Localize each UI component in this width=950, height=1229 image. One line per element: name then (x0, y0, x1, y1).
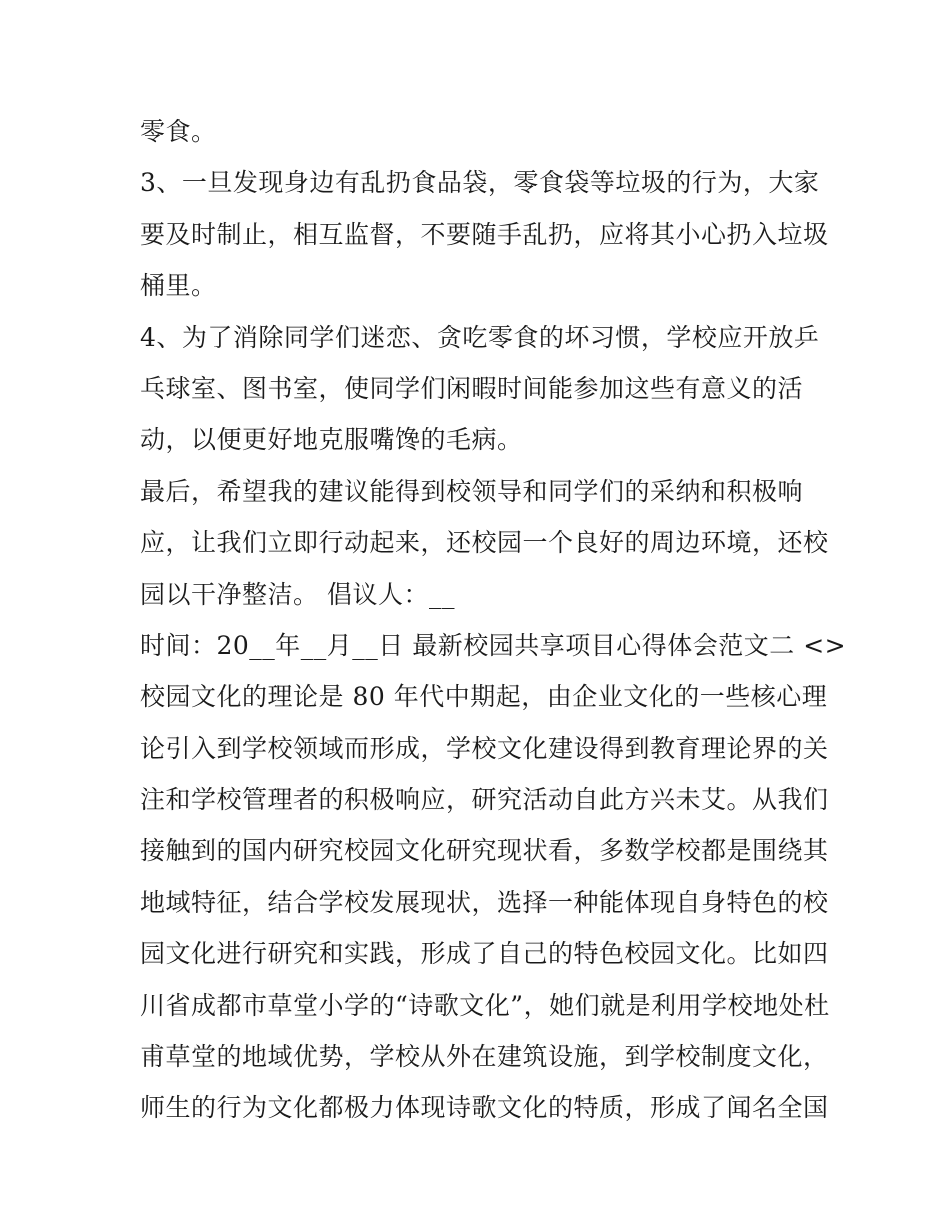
text-line: 零食。 (140, 117, 217, 146)
text-line: 最后，希望我的建议能得到校领导和同学们的采纳和积极响 (140, 476, 804, 506)
text-line: 甫草堂的地域优势，学校从外在建筑设施，到学校制度文化， (140, 1042, 829, 1072)
text-line: 注和学校管理者的积极响应，研究活动自此方兴未艾。从我们 (140, 785, 829, 815)
text-line: 论引入到学校领域而形成，学校文化建设得到教育理论界的关 (140, 733, 829, 763)
document-body (140, 106, 847, 1134)
text-line: 要及时制止，相互监督，不要随手乱扔，应将其小心扔入垃圾 (140, 219, 829, 249)
text-line: 园文化进行研究和实践，形成了自己的特色校园文化。比如四 (140, 939, 829, 969)
text-line: 桶里。 (140, 271, 217, 301)
text-line: 地域特征，结合学校发展现状，选择一种能体现自身特色的校 (140, 887, 829, 917)
text-line: 乓球室、图书室，使同学们闲暇时间能参加这些有意义的活 (140, 373, 804, 403)
text-line: 园以干净整洁。 倡议人：__ (140, 579, 455, 609)
text-line: 动，以便更好地克服嘴馋的毛病。 (140, 425, 523, 455)
text-line: 校园文化的理论是 80 年代中期起，由企业文化的一些核心理 (140, 682, 828, 712)
text-line: 4、为了消除同学们迷恋、贪吃零食的坏习惯，学校应开放乒 (140, 322, 820, 352)
text-line: 时间：20__年__月__日 最新校园共享项目心得体会范文二 <> (140, 630, 847, 660)
text-line: 3、一旦发现身边有乱扔食品袋，零食袋等垃圾的行为，大家 (140, 168, 820, 198)
text-line: 川省成都市草堂小学的“诗歌文化”，她们就是利用学校地处杜 (140, 990, 830, 1020)
text-line: 接触到的国内研究校园文化研究现状看，多数学校都是围绕其 (140, 836, 829, 866)
text-line: 师生的行为文化都极力体现诗歌文化的特质，形成了闻名全国 (140, 1093, 829, 1123)
text-line: 应，让我们立即行动起来，还校园一个良好的周边环境，还校 (140, 528, 829, 558)
